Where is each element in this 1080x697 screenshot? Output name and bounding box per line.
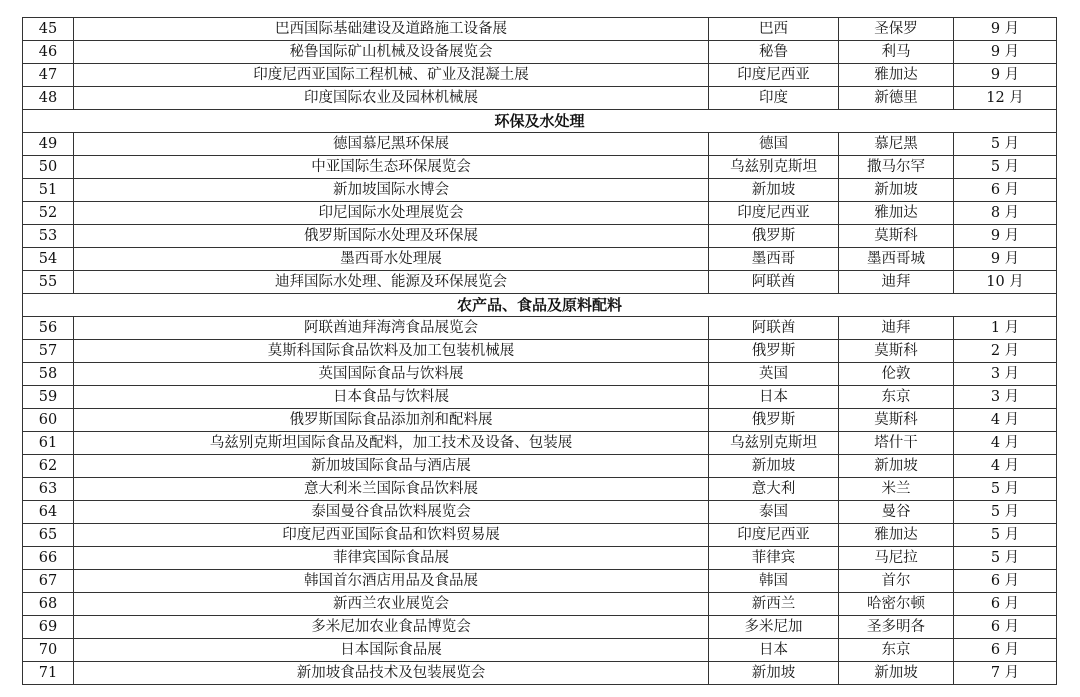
row-number-cell: 70 (23, 639, 74, 662)
exhibition-name-cell: 泰国曼谷食品饮料展览会 (74, 501, 709, 524)
exhibition-table-body (23, 18, 1057, 685)
section-header-row (23, 294, 1057, 317)
exhibition-table-wrapper (22, 17, 1057, 685)
exhibition-name-cell: 墨西哥水处理展 (74, 248, 709, 271)
row-number-cell: 53 (23, 225, 74, 248)
section-title: 农产品、食品及原料配料 (23, 294, 1057, 317)
table-row (23, 156, 1057, 179)
exhibition-name-cell: 印度尼西亚国际工程机械、矿业及混凝土展 (74, 64, 709, 87)
table-row (23, 271, 1057, 294)
month-cell: 5 月 (954, 547, 1057, 570)
country-cell: 乌兹别克斯坦 (709, 432, 839, 455)
row-number-cell: 67 (23, 570, 74, 593)
country-cell: 新加坡 (709, 455, 839, 478)
table-row (23, 409, 1057, 432)
exhibition-name-cell: 英国国际食品与饮料展 (74, 363, 709, 386)
month-cell: 4 月 (954, 455, 1057, 478)
city-cell: 迪拜 (839, 317, 954, 340)
country-cell: 日本 (709, 639, 839, 662)
exhibition-name-cell: 俄罗斯国际食品添加剂和配料展 (74, 409, 709, 432)
table-row (23, 432, 1057, 455)
exhibition-name-cell: 韩国首尔酒店用品及食品展 (74, 570, 709, 593)
table-row (23, 363, 1057, 386)
table-row (23, 133, 1057, 156)
country-cell: 印度尼西亚 (709, 64, 839, 87)
country-cell: 巴西 (709, 18, 839, 41)
row-number-cell: 68 (23, 593, 74, 616)
month-cell: 9 月 (954, 248, 1057, 271)
table-row (23, 639, 1057, 662)
exhibition-name-cell: 日本食品与饮料展 (74, 386, 709, 409)
city-cell: 雅加达 (839, 524, 954, 547)
table-row (23, 225, 1057, 248)
country-cell: 俄罗斯 (709, 225, 839, 248)
month-cell: 5 月 (954, 478, 1057, 501)
exhibition-name-cell: 印度尼西亚国际食品和饮料贸易展 (74, 524, 709, 547)
month-cell: 7 月 (954, 662, 1057, 685)
city-cell: 新德里 (839, 87, 954, 110)
row-number-cell: 59 (23, 386, 74, 409)
month-cell: 9 月 (954, 18, 1057, 41)
exhibition-name-cell: 迪拜国际水处理、能源及环保展览会 (74, 271, 709, 294)
table-row (23, 317, 1057, 340)
month-cell: 5 月 (954, 524, 1057, 547)
exhibition-name-cell: 印尼国际水处理展览会 (74, 202, 709, 225)
exhibition-name-cell: 莫斯科国际食品饮料及加工包装机械展 (74, 340, 709, 363)
exhibition-name-cell: 日本国际食品展 (74, 639, 709, 662)
city-cell: 迪拜 (839, 271, 954, 294)
row-number-cell: 57 (23, 340, 74, 363)
row-number-cell: 58 (23, 363, 74, 386)
country-cell: 韩国 (709, 570, 839, 593)
month-cell: 5 月 (954, 501, 1057, 524)
city-cell: 圣保罗 (839, 18, 954, 41)
row-number-cell: 63 (23, 478, 74, 501)
country-cell: 秘鲁 (709, 41, 839, 64)
country-cell: 印度尼西亚 (709, 524, 839, 547)
row-number-cell: 54 (23, 248, 74, 271)
month-cell: 1 月 (954, 317, 1057, 340)
table-row (23, 455, 1057, 478)
city-cell: 莫斯科 (839, 409, 954, 432)
exhibition-name-cell: 新加坡食品技术及包装展览会 (74, 662, 709, 685)
row-number-cell: 65 (23, 524, 74, 547)
city-cell: 米兰 (839, 478, 954, 501)
country-cell: 阿联酋 (709, 271, 839, 294)
table-row (23, 248, 1057, 271)
row-number-cell: 46 (23, 41, 74, 64)
month-cell: 9 月 (954, 225, 1057, 248)
country-cell: 新加坡 (709, 662, 839, 685)
city-cell: 新加坡 (839, 179, 954, 202)
city-cell: 慕尼黑 (839, 133, 954, 156)
exhibition-name-cell: 新西兰农业展览会 (74, 593, 709, 616)
row-number-cell: 48 (23, 87, 74, 110)
country-cell: 泰国 (709, 501, 839, 524)
row-number-cell: 56 (23, 317, 74, 340)
row-number-cell: 52 (23, 202, 74, 225)
month-cell: 6 月 (954, 616, 1057, 639)
row-number-cell: 66 (23, 547, 74, 570)
row-number-cell: 71 (23, 662, 74, 685)
city-cell: 东京 (839, 386, 954, 409)
table-row (23, 87, 1057, 110)
city-cell: 墨西哥城 (839, 248, 954, 271)
month-cell: 4 月 (954, 409, 1057, 432)
month-cell: 10 月 (954, 271, 1057, 294)
table-row (23, 18, 1057, 41)
country-cell: 俄罗斯 (709, 340, 839, 363)
city-cell: 雅加达 (839, 64, 954, 87)
month-cell: 3 月 (954, 386, 1057, 409)
table-row (23, 662, 1057, 685)
row-number-cell: 62 (23, 455, 74, 478)
country-cell: 菲律宾 (709, 547, 839, 570)
month-cell: 8 月 (954, 202, 1057, 225)
exhibition-table (22, 17, 1057, 685)
exhibition-name-cell: 印度国际农业及园林机械展 (74, 87, 709, 110)
table-row (23, 501, 1057, 524)
table-row (23, 524, 1057, 547)
city-cell: 利马 (839, 41, 954, 64)
country-cell: 乌兹别克斯坦 (709, 156, 839, 179)
city-cell: 首尔 (839, 570, 954, 593)
month-cell: 9 月 (954, 41, 1057, 64)
country-cell: 印度尼西亚 (709, 202, 839, 225)
table-row (23, 386, 1057, 409)
table-row (23, 41, 1057, 64)
table-row (23, 616, 1057, 639)
exhibition-name-cell: 新加坡国际食品与酒店展 (74, 455, 709, 478)
table-row (23, 64, 1057, 87)
exhibition-name-cell: 阿联酋迪拜海湾食品展览会 (74, 317, 709, 340)
table-row (23, 593, 1057, 616)
country-cell: 日本 (709, 386, 839, 409)
country-cell: 阿联酋 (709, 317, 839, 340)
city-cell: 曼谷 (839, 501, 954, 524)
city-cell: 伦敦 (839, 363, 954, 386)
exhibition-name-cell: 乌兹别克斯坦国际食品及配料，加工技术及设备、包装展 (74, 432, 709, 455)
row-number-cell: 49 (23, 133, 74, 156)
exhibition-name-cell: 巴西国际基础建设及道路施工设备展 (74, 18, 709, 41)
table-row (23, 340, 1057, 363)
city-cell: 撒马尔罕 (839, 156, 954, 179)
city-cell: 塔什干 (839, 432, 954, 455)
country-cell: 意大利 (709, 478, 839, 501)
exhibition-name-cell: 多米尼加农业食品博览会 (74, 616, 709, 639)
row-number-cell: 55 (23, 271, 74, 294)
table-row (23, 202, 1057, 225)
city-cell: 新加坡 (839, 455, 954, 478)
row-number-cell: 50 (23, 156, 74, 179)
country-cell: 印度 (709, 87, 839, 110)
row-number-cell: 61 (23, 432, 74, 455)
month-cell: 6 月 (954, 179, 1057, 202)
exhibition-name-cell: 秘鲁国际矿山机械及设备展览会 (74, 41, 709, 64)
city-cell: 雅加达 (839, 202, 954, 225)
row-number-cell: 51 (23, 179, 74, 202)
month-cell: 4 月 (954, 432, 1057, 455)
country-cell: 英国 (709, 363, 839, 386)
country-cell: 俄罗斯 (709, 409, 839, 432)
country-cell: 新西兰 (709, 593, 839, 616)
table-row (23, 478, 1057, 501)
section-title: 环保及水处理 (23, 110, 1057, 133)
table-row (23, 570, 1057, 593)
month-cell: 3 月 (954, 363, 1057, 386)
month-cell: 9 月 (954, 64, 1057, 87)
month-cell: 12 月 (954, 87, 1057, 110)
row-number-cell: 64 (23, 501, 74, 524)
exhibition-name-cell: 俄罗斯国际水处理及环保展 (74, 225, 709, 248)
exhibition-name-cell: 新加坡国际水博会 (74, 179, 709, 202)
month-cell: 5 月 (954, 156, 1057, 179)
row-number-cell: 69 (23, 616, 74, 639)
city-cell: 莫斯科 (839, 340, 954, 363)
city-cell: 圣多明各 (839, 616, 954, 639)
table-row (23, 547, 1057, 570)
country-cell: 墨西哥 (709, 248, 839, 271)
exhibition-name-cell: 意大利米兰国际食品饮料展 (74, 478, 709, 501)
row-number-cell: 47 (23, 64, 74, 87)
exhibition-name-cell: 德国慕尼黑环保展 (74, 133, 709, 156)
city-cell: 莫斯科 (839, 225, 954, 248)
city-cell: 马尼拉 (839, 547, 954, 570)
exhibition-name-cell: 中亚国际生态环保展览会 (74, 156, 709, 179)
country-cell: 新加坡 (709, 179, 839, 202)
month-cell: 5 月 (954, 133, 1057, 156)
country-cell: 德国 (709, 133, 839, 156)
exhibition-name-cell: 菲律宾国际食品展 (74, 547, 709, 570)
month-cell: 6 月 (954, 593, 1057, 616)
country-cell: 多米尼加 (709, 616, 839, 639)
month-cell: 6 月 (954, 570, 1057, 593)
row-number-cell: 45 (23, 18, 74, 41)
city-cell: 东京 (839, 639, 954, 662)
city-cell: 新加坡 (839, 662, 954, 685)
city-cell: 哈密尔顿 (839, 593, 954, 616)
row-number-cell: 60 (23, 409, 74, 432)
section-header-row (23, 110, 1057, 133)
table-row (23, 179, 1057, 202)
month-cell: 6 月 (954, 639, 1057, 662)
month-cell: 2 月 (954, 340, 1057, 363)
